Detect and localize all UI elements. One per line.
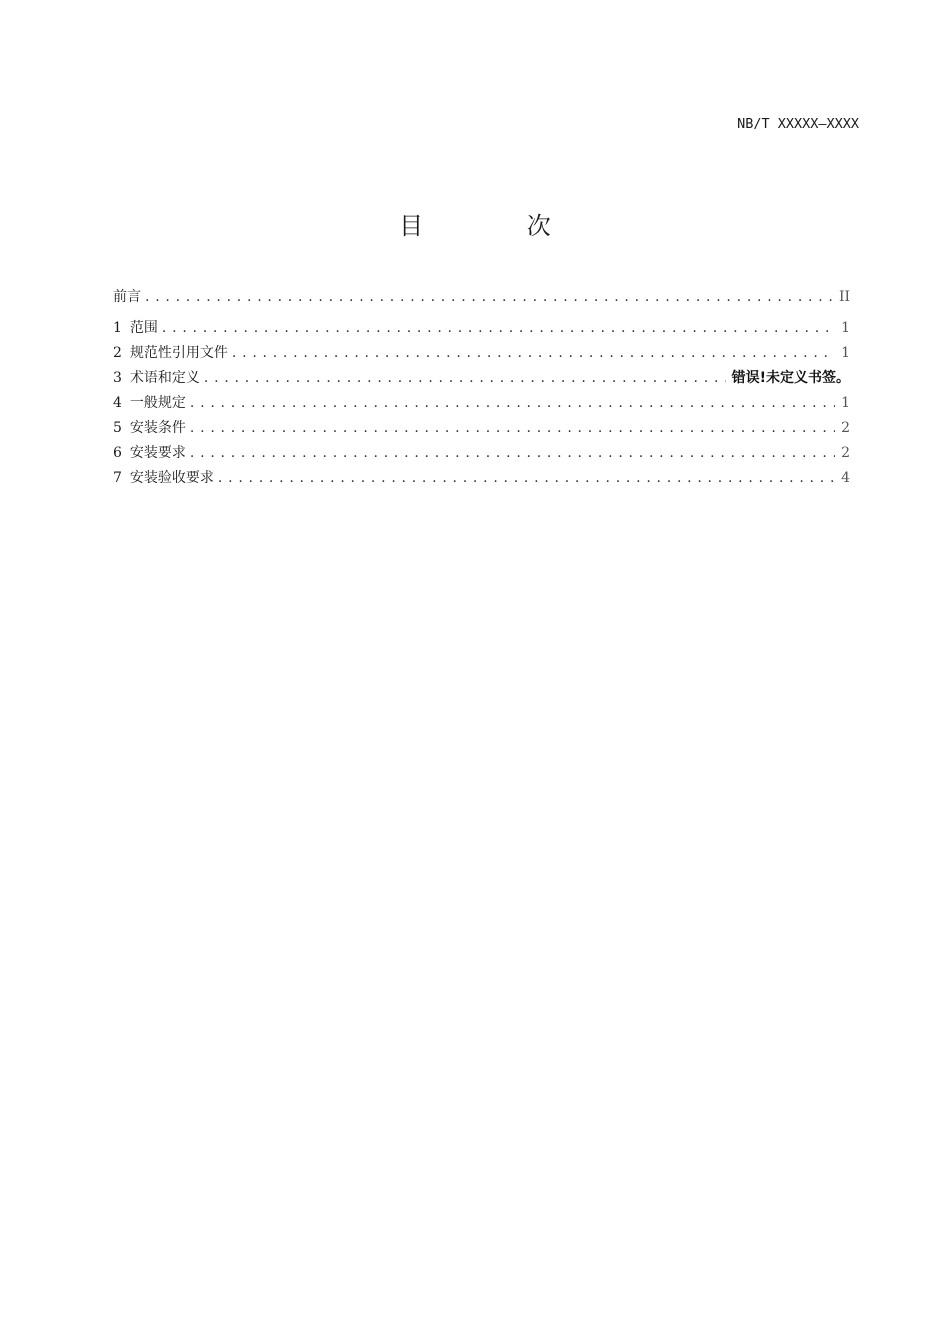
toc-entry-normative-references[interactable] — [113, 342, 850, 367]
toc-leader-dots — [190, 395, 835, 411]
toc-entry-scope[interactable] — [113, 317, 850, 342]
toc-entry-page: 4 — [841, 470, 850, 486]
toc-entry-title: 一般规定 — [129, 395, 186, 411]
toc-leader-dots — [162, 320, 835, 336]
toc-entry-title: 安装条件 — [129, 420, 186, 436]
toc-entry-number: 5 — [113, 420, 122, 436]
toc-entry-title: 范围 — [129, 320, 158, 336]
toc-entry-installation-acceptance[interactable] — [113, 467, 850, 492]
toc-entry-title: 规范性引用文件 — [129, 345, 228, 361]
toc-entry-number: 4 — [113, 395, 122, 411]
toc-leader-dots — [204, 370, 726, 386]
toc-title: 目 次 — [399, 212, 599, 240]
toc-leader-dots — [232, 345, 835, 361]
toc-entry-number: 7 — [113, 470, 122, 486]
toc-entry-number: 1 — [113, 320, 122, 336]
document-code: NB/T XXXXX—XXXX — [737, 116, 859, 132]
toc-entry-page: 1 — [841, 395, 850, 411]
toc-entry-number: 2 — [113, 345, 122, 361]
toc-entry-page: 2 — [841, 420, 850, 436]
toc-entry-installation-requirements[interactable] — [113, 442, 850, 467]
toc-leader-dots — [145, 289, 833, 305]
toc-entry-number: 6 — [113, 445, 122, 461]
toc-leader-dots — [190, 420, 835, 436]
toc-entry-general-provisions[interactable] — [113, 392, 850, 417]
toc-entry-foreword[interactable] — [113, 286, 850, 311]
toc-entry-terms-definitions[interactable] — [113, 367, 850, 392]
toc-entry-title: 术语和定义 — [129, 370, 200, 386]
toc-entry-installation-conditions[interactable] — [113, 417, 850, 442]
toc-leader-dots — [218, 470, 835, 486]
toc-entry-title: 前言 — [113, 289, 141, 305]
toc-entry-number: 3 — [113, 370, 122, 386]
toc-entry-page: 2 — [841, 445, 850, 461]
toc-entry-page: II — [838, 289, 850, 305]
toc-entry-title: 安装验收要求 — [129, 470, 214, 486]
toc-entry-title: 安装要求 — [129, 445, 186, 461]
toc-entry-bookmark-error: 错误!未定义书签。 — [731, 370, 850, 386]
toc-entry-page: 1 — [841, 320, 850, 336]
toc-list — [113, 286, 850, 492]
toc-entry-page: 1 — [841, 345, 850, 361]
toc-leader-dots — [190, 445, 835, 461]
